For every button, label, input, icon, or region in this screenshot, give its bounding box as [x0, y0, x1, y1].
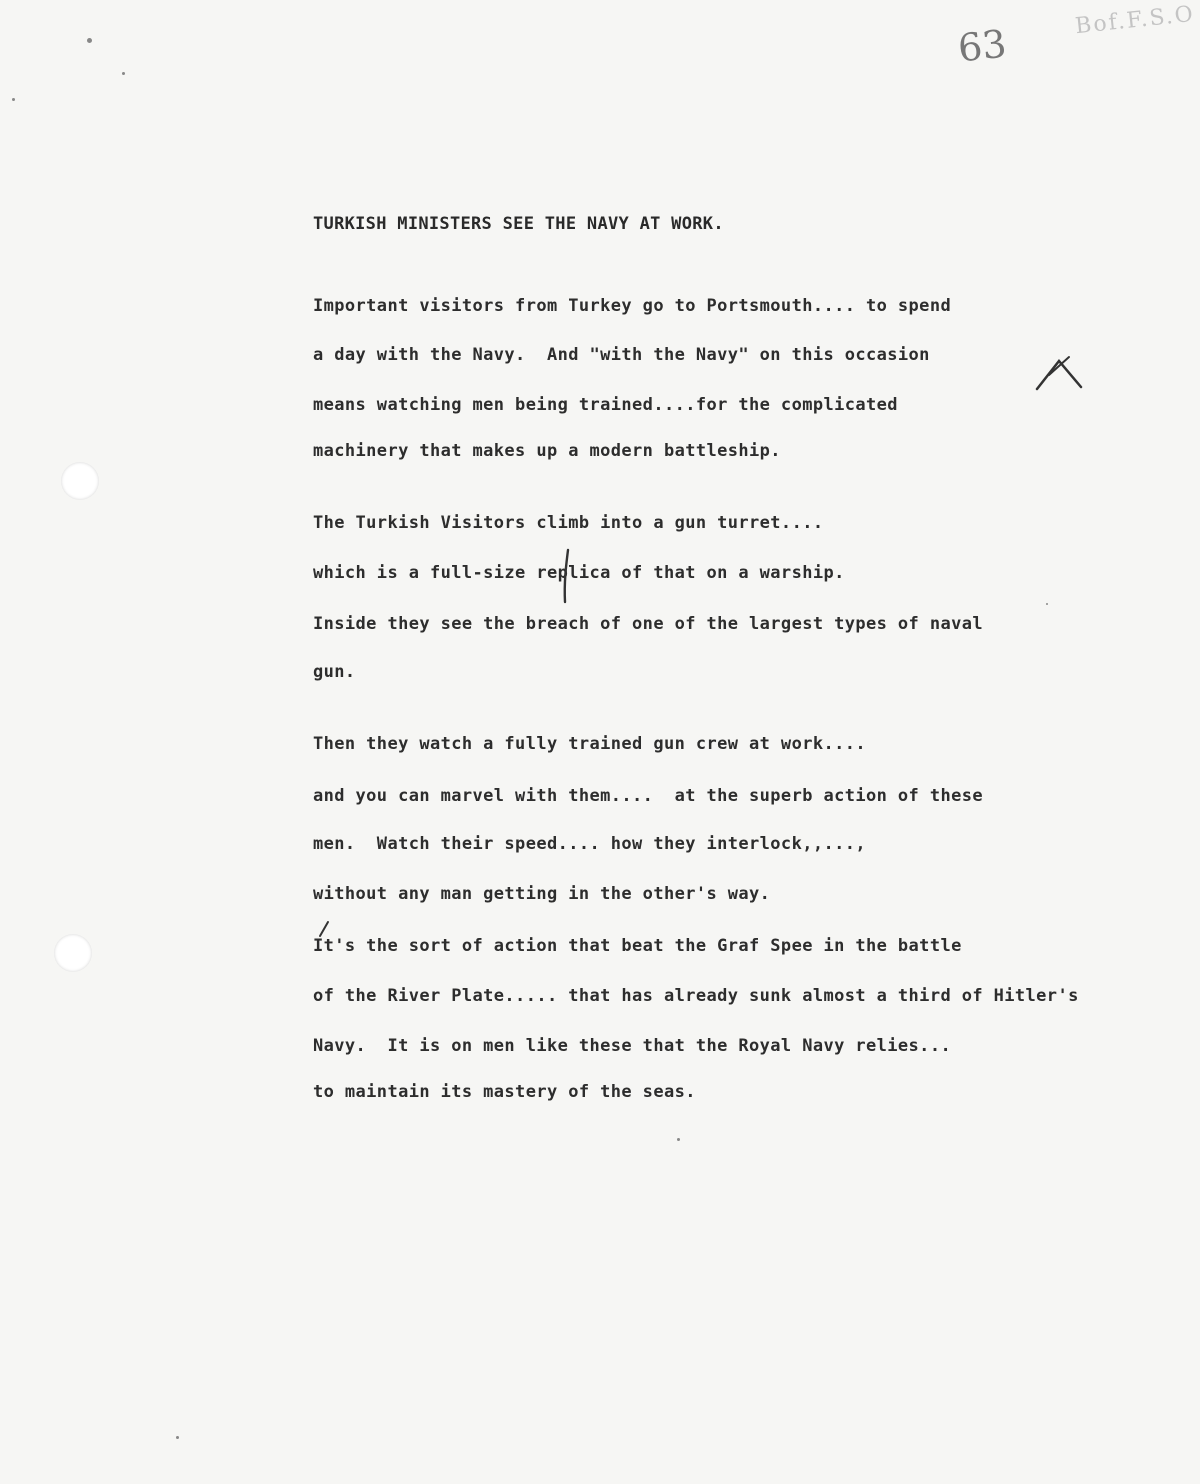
body-line: and you can marvel with them.... at the superb action of these: [313, 786, 983, 806]
body-line: Navy. It is on men like these that the Royal Navy relies...: [313, 1036, 952, 1056]
punch-hole-bottom: [54, 934, 92, 972]
body-line: men. Watch their speed.... how they interlock,,...,: [313, 834, 867, 854]
body-line: It's the sort of action that beat the Graf Spee in the battle: [313, 936, 962, 956]
paper-speck: [1046, 603, 1048, 605]
body-line: which is a full-size replica of that on a warship.: [313, 563, 845, 583]
paper-speck: [122, 72, 125, 75]
body-line: a day with the Navy. And "with the Navy" on this occasion: [313, 345, 930, 365]
body-line: The Turkish Visitors climb into a gun turret....: [313, 513, 824, 533]
handwritten-apostrophe-mark: [316, 920, 332, 938]
body-line: means watching men being trained....for the complicated: [313, 395, 898, 415]
paper-speck: [677, 1138, 680, 1141]
insertion-caret-mark: [1031, 353, 1087, 393]
body-line: of the River Plate..... that has already sunk almost a third of Hitler's: [313, 986, 1079, 1006]
punch-hole-top: [61, 462, 99, 500]
body-line: to maintain its mastery of the seas.: [313, 1082, 696, 1102]
handwritten-page-number: 63: [955, 21, 1009, 71]
paper-speck: [87, 38, 92, 43]
paper-speck: [12, 98, 15, 101]
faint-pencil-note: Bof.F.S.O: [1074, 1, 1196, 40]
body-line: Then they watch a fully trained gun crew at work....: [313, 734, 867, 754]
body-line: machinery that makes up a modern battleship.: [313, 441, 781, 461]
document-title: TURKISH MINISTERS SEE THE NAVY AT WORK.: [313, 214, 724, 234]
body-line: Important visitors from Turkey go to Portsmouth.... to spend: [313, 296, 952, 316]
body-line: without any man getting in the other's way.: [313, 884, 771, 904]
body-line: Inside they see the breach of one of the largest types of naval: [313, 614, 983, 634]
body-line: gun.: [313, 662, 356, 682]
paper-speck: [176, 1436, 179, 1439]
handwritten-insertion-stroke: [554, 548, 580, 604]
